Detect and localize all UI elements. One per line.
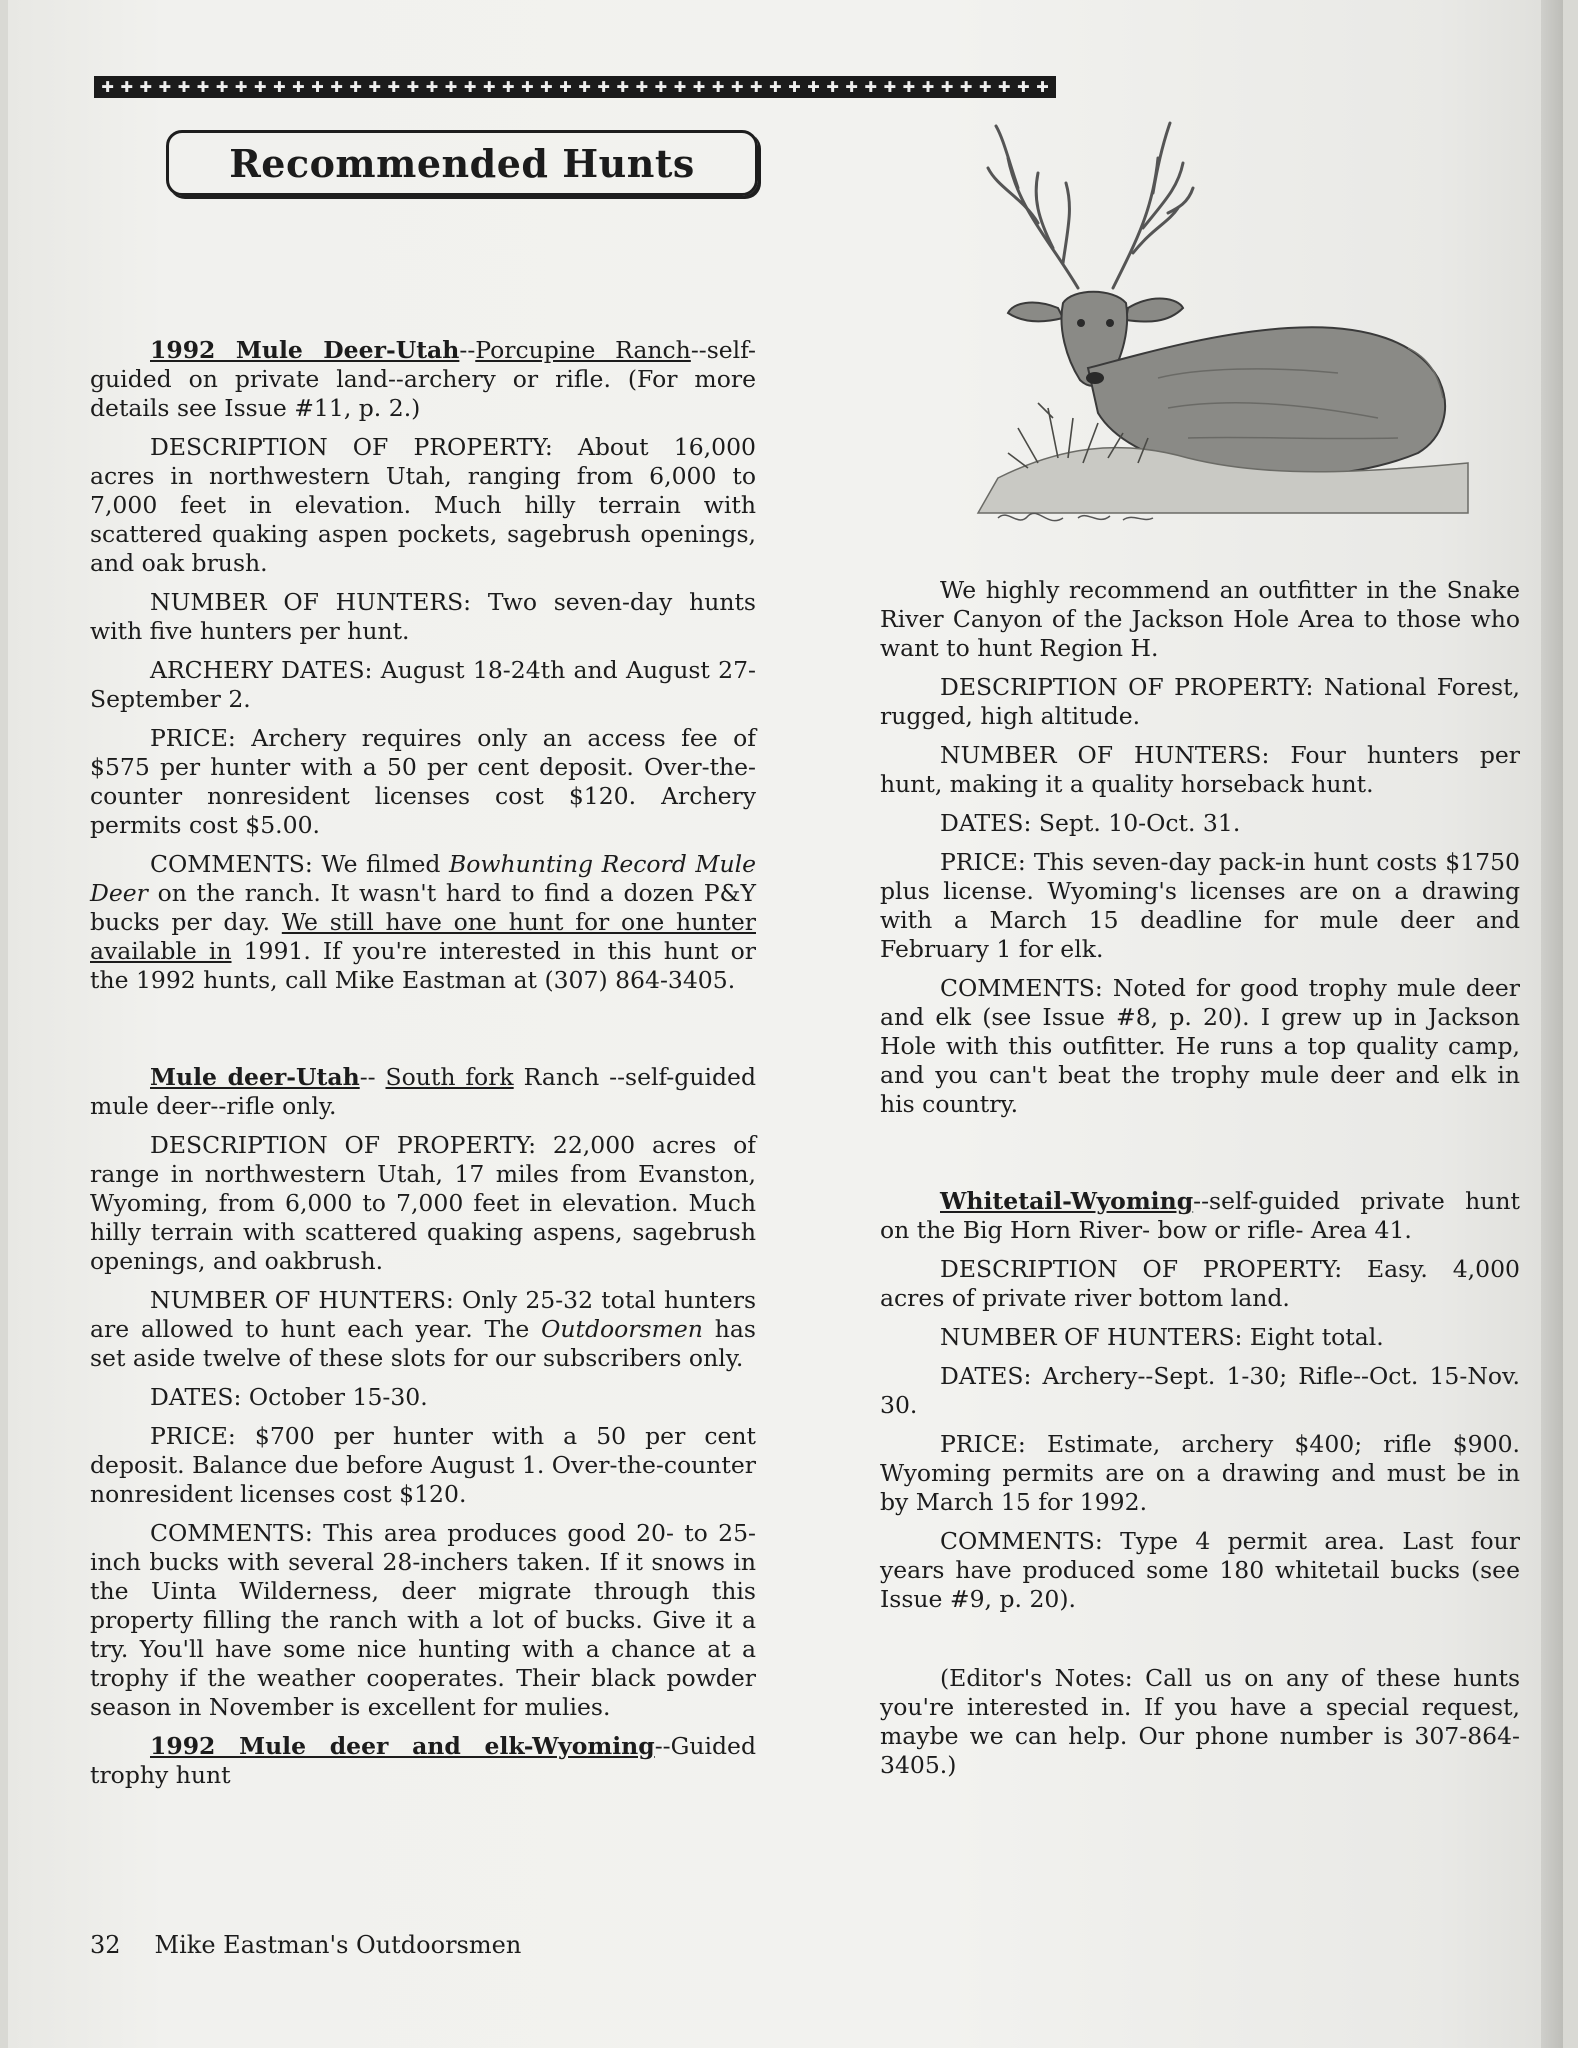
hunt-comments: COMMENTS: This area produces good 20- to 25-inch bucks with several 28-inchers taken. If it snows in the Uinta Wilderness, deer migrate through this property filling the ranch with a lot of bucks. Give it a try. You'll have some nice hunting with a chance at a trophy if the weather cooperates. Their black powder season in November is excellent for mulies. <box>90 1519 756 1721</box>
hunt-price: PRICE: Estimate, archery $400; rifle $900. Wyoming permits are on a drawing and must be in by March 15 for 1992. <box>880 1430 1520 1516</box>
number-of-hunters: NUMBER OF HUNTERS: Eight total. <box>940 1323 1384 1351</box>
hunt-summary: --self-guided private hunt on the Big Horn River- bow or rifle- Area 41. <box>880 1187 1520 1244</box>
decorative-top-border: ✚ ✚ ✚ ✚ ✚ ✚ ✚ ✚ ✚ ✚ ✚ ✚ ✚ ✚ ✚ ✚ ✚ ✚ ✚ ✚ ✚ ✚ ✚ ✚ ✚ ✚ ✚ ✚ ✚ ✚ ✚ ✚ ✚ ✚ ✚ ✚ ✚ ✚ ✚ ✚ ✚ ✚ ✚ ✚ ✚ ✚ ✚ ✚ ✚ ✚ <box>94 76 1056 98</box>
right-column <box>880 576 1520 1790</box>
hunt-dates: DATES: Sept. 10-Oct. 31. <box>940 809 1241 837</box>
number-of-hunters: NUMBER OF HUNTERS: Four hunters per hunt, making it a quality horseback hunt. <box>880 741 1520 798</box>
outfitter-intro: We highly recommend an outfitter in the Snake River Canyon of the Jackson Hole Area to those who want to hunt Region H. <box>880 576 1520 662</box>
hunt-heading: Whitetail-Wyoming <box>940 1187 1194 1215</box>
hunters-text: has set aside twelve of these slots for our subscribers only. <box>90 1315 756 1372</box>
hunters-text: NUMBER OF HUNTERS: Only 25-32 total hunters are allowed to hunt each year. The <box>90 1286 756 1343</box>
hunt-summary: --Guided trophy hunt <box>90 1732 756 1789</box>
hunt-intro <box>90 1732 756 1790</box>
hunt-heading: Mule deer-Utah <box>150 1063 360 1091</box>
hunt-intro: Mule deer-Utah-- South fork Ranch --self-guided mule deer--rifle only. <box>90 1063 756 1120</box>
publication-name: Mike Eastman's Outdoorsmen <box>154 1931 522 1959</box>
page-edge <box>1541 0 1563 2048</box>
title-box <box>166 130 758 196</box>
comments-text: COMMENTS: We filmed <box>150 850 450 878</box>
hunt-dates: DATES: October 15-30. <box>150 1383 428 1411</box>
hunt-comments <box>90 850 756 995</box>
page-title: Recommended Hunts <box>229 140 695 186</box>
hunt-price: PRICE: $700 per hunter with a 50 per cent deposit. Balance due before August 1. Over-the-counter nonresident licenses cost $120. <box>90 1422 756 1508</box>
hunt-intro <box>880 1187 1520 1245</box>
ranch-name: South fork <box>385 1063 514 1091</box>
hunt-comments: COMMENTS: Noted for good trophy mule deer and elk (see Issue #8, p. 20). I grew up in Jackson Hole with this outfitter. He runs a top quality camp, and you can't beat the trophy mule deer and elk in his country. <box>880 974 1520 1118</box>
magazine-page <box>8 0 1563 2048</box>
ranch-name: Porcupine Ranch <box>475 336 691 364</box>
hunt-heading: 1992 Mule deer and elk-Wyoming <box>150 1732 655 1760</box>
hunt-heading: 1992 Mule Deer-Utah <box>150 336 460 364</box>
comments-text: on the ranch. It wasn't hard to find a dozen P&Y bucks per day. <box>90 879 756 936</box>
hunt-comments: COMMENTS: Type 4 permit area. Last four years have produced some 180 whitetail bucks (see Issue #9, p. 20). <box>880 1527 1520 1613</box>
hunt-summary: Ranch --self-guided mule deer--rifle only. <box>90 1063 756 1120</box>
number-of-hunters: NUMBER OF HUNTERS: Two seven-day hunts with five hunters per hunt. <box>90 588 756 645</box>
page-footer <box>90 1930 521 1960</box>
hunt-dates: ARCHERY DATES: August 18-24th and August 27- September 2. <box>90 656 756 713</box>
hunt-dates: DATES: Archery--Sept. 1-30; Rifle--Oct. 15-Nov. 30. <box>880 1362 1520 1419</box>
left-column <box>90 336 756 1800</box>
hunt-intro: 1992 Mule Deer-Utah--Porcupine Ranch--self-guided on private land--archery or rifle. (For more details see Issue #11, p. 2.) <box>90 336 756 422</box>
hunt-summary: --self-guided on private land--archery or rifle. (For more details see Issue #11, p. 2.) <box>90 336 756 422</box>
number-of-hunters <box>90 1286 756 1373</box>
comments-text: 1991. If you're interested in this hunt or the 1992 hunts, call Mike Eastman at (307) 864-3405. <box>90 937 756 994</box>
mule-deer-illustration <box>938 118 1498 548</box>
availability-note: We still have one hunt for one hunter available in <box>90 908 756 965</box>
page-number: 32 <box>90 1931 121 1959</box>
film-title: Bowhunting Record Mule Deer <box>90 850 757 907</box>
property-description: DESCRIPTION OF PROPERTY: Easy. 4,000 acres of private river bottom land. <box>880 1255 1520 1312</box>
property-description: DESCRIPTION OF PROPERTY: About 16,000 acres in northwestern Utah, ranging from 6,000 to 7,000 feet in elevation. Much hilly terrain with scattered quaking aspen pockets, sagebrush openings, and oak brush. <box>90 433 756 577</box>
magazine-title: Outdoorsmen <box>541 1315 703 1343</box>
hunt-price: PRICE: Archery requires only an access fee of $575 per hunter with a 50 per cent deposit. Over-the-counter nonresident licenses cost $120. Archery permits cost $5.00. <box>90 724 756 839</box>
property-description: DESCRIPTION OF PROPERTY: National Forest, rugged, high altitude. <box>880 673 1520 730</box>
editors-note: (Editor's Notes: Call us on any of these hunts you're interested in. If you have a special request, maybe we can help. Our phone number is 307-864-3405.) <box>880 1664 1520 1779</box>
property-description: DESCRIPTION OF PROPERTY: 22,000 acres of range in northwestern Utah, 17 miles from Evanston, Wyoming, from 6,000 to 7,000 feet in elevation. Much hilly terrain with scattered quaking aspens, sagebrush openings, and oakbrush. <box>90 1131 756 1275</box>
hunt-price: PRICE: This seven-day pack-in hunt costs $1750 plus license. Wyoming's licenses are on a drawing with a March 15 deadline for mule deer and February 1 for elk. <box>880 848 1520 963</box>
